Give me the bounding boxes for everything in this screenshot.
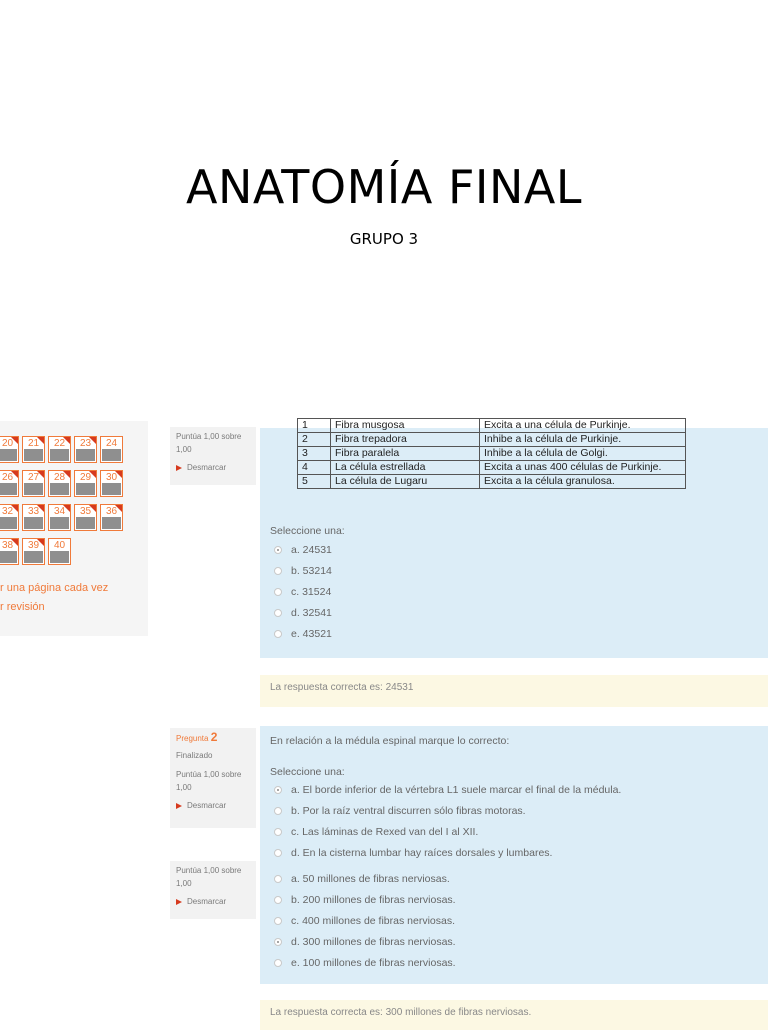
unflag-link[interactable]: Desmarcar <box>176 799 250 812</box>
score-text: Puntúa 1,00 sobre 1,00 <box>176 866 242 888</box>
answer-option[interactable]: d. 32541 <box>274 607 332 619</box>
flag-icon <box>176 803 182 809</box>
question-2-panel <box>260 726 768 864</box>
radio-button[interactable] <box>274 588 282 596</box>
score-text: Puntúa 1,00 sobre 1,00 <box>176 432 242 454</box>
radio-button[interactable] <box>274 828 282 836</box>
answer-option[interactable]: e. 43521 <box>274 628 332 640</box>
question-label: Pregunta <box>176 734 209 743</box>
radio-button[interactable] <box>274 546 282 554</box>
flag-icon <box>37 437 44 444</box>
answer-option[interactable]: b. 53214 <box>274 565 332 577</box>
answer-option[interactable]: e. 100 millones de fibras nerviosas. <box>274 957 456 969</box>
radio-button[interactable] <box>274 938 282 946</box>
radio-button[interactable] <box>274 630 282 638</box>
quiz-nav-button[interactable]: 32 <box>0 504 19 531</box>
quiz-nav-button[interactable]: 24 <box>100 436 123 463</box>
answer-option[interactable]: a. 24531 <box>274 544 332 556</box>
question-info-box <box>170 728 256 828</box>
quiz-nav-button[interactable]: 22 <box>48 436 71 463</box>
slide-title: ANATOMÍA FINAL <box>186 160 582 214</box>
flag-icon <box>37 539 44 546</box>
finish-review-link[interactable]: r revisión <box>0 601 45 613</box>
flag-icon <box>89 505 96 512</box>
table-row: 5 La célula de Lugaru Excita a la célula granulosa. <box>298 475 686 489</box>
quiz-nav-button[interactable]: 20 <box>0 436 19 463</box>
score-text: Puntúa 1,00 sobre 1,00 <box>176 770 242 792</box>
correct-answer-feedback: La respuesta correcta es: 24531 <box>260 675 768 707</box>
flag-icon <box>115 505 122 512</box>
answer-option[interactable]: c. Las láminas de Rexed van del I al XII. <box>274 826 478 838</box>
flag-icon <box>89 471 96 478</box>
quiz-nav-button[interactable]: 27 <box>22 470 45 497</box>
answer-option[interactable]: b. 200 millones de fibras nerviosas. <box>274 894 456 906</box>
quiz-nav-button[interactable]: 30 <box>100 470 123 497</box>
radio-button[interactable] <box>274 917 282 925</box>
radio-button[interactable] <box>274 875 282 883</box>
quiz-nav-button[interactable]: 33 <box>22 504 45 531</box>
quiz-nav-button[interactable]: 28 <box>48 470 71 497</box>
quiz-nav-button[interactable]: 40 <box>48 538 71 565</box>
flag-icon <box>115 471 122 478</box>
quiz-nav-button[interactable]: 23 <box>74 436 97 463</box>
table-row: 4 La célula estrellada Excita a unas 400 células de Purkinje. <box>298 461 686 475</box>
flag-icon <box>63 471 70 478</box>
radio-button[interactable] <box>274 849 282 857</box>
select-one-label: Seleccione una: <box>270 525 345 537</box>
flag-icon <box>11 539 18 546</box>
flag-icon <box>176 465 182 471</box>
unflag-link[interactable]: Desmarcar <box>176 461 250 474</box>
show-one-page-link[interactable]: r una página cada vez <box>0 582 109 594</box>
question-prompt: En relación a la médula espinal marque lo correcto: <box>270 735 510 747</box>
correct-answer-feedback: La respuesta correcta es: 300 millones de fibras nerviosas. <box>260 1000 768 1030</box>
unflag-link[interactable]: Desmarcar <box>176 895 250 908</box>
radio-button[interactable] <box>274 959 282 967</box>
status-text: Finalizado <box>176 751 213 760</box>
quiz-nav-button[interactable]: 26 <box>0 470 19 497</box>
quiz-nav-button[interactable]: 21 <box>22 436 45 463</box>
quiz-nav-button[interactable]: 38 <box>0 538 19 565</box>
flag-icon <box>176 899 182 905</box>
flag-icon <box>11 505 18 512</box>
quiz-nav-button[interactable]: 36 <box>100 504 123 531</box>
answer-option[interactable]: a. 50 millones de fibras nerviosas. <box>274 873 450 885</box>
flag-icon <box>63 505 70 512</box>
flag-icon <box>11 471 18 478</box>
matching-table <box>297 418 686 489</box>
question-1-panel <box>260 419 768 658</box>
radio-button[interactable] <box>274 896 282 904</box>
answer-option[interactable]: a. El borde inferior de la vértebra L1 suele marcar el final de la médula. <box>274 784 621 796</box>
radio-button[interactable] <box>274 807 282 815</box>
question-number: 2 <box>210 730 218 744</box>
answer-option[interactable]: d. 300 millones de fibras nerviosas. <box>274 936 456 948</box>
table-row: 1 Fibra musgosa Excita a una célula de Purkinje. <box>298 419 686 433</box>
answer-option[interactable]: c. 400 millones de fibras nerviosas. <box>274 915 455 927</box>
question-info-box <box>170 861 256 919</box>
radio-button[interactable] <box>274 567 282 575</box>
quiz-screenshot <box>0 419 768 1024</box>
select-one-label: Seleccione una: <box>270 766 345 778</box>
table-row: 2 Fibra trepadora Inhibe a la célula de Purkinje. <box>298 433 686 447</box>
radio-button[interactable] <box>274 609 282 617</box>
flag-icon <box>37 505 44 512</box>
answer-option[interactable]: c. 31524 <box>274 586 331 598</box>
flag-icon <box>11 437 18 444</box>
flag-icon <box>37 471 44 478</box>
question-info-box <box>170 427 256 485</box>
slide-subtitle: GRUPO 3 <box>349 230 419 248</box>
quiz-navigation-panel <box>0 421 148 636</box>
quiz-nav-button[interactable]: 29 <box>74 470 97 497</box>
answer-option[interactable]: b. Por la raíz ventral discurren sólo fibras motoras. <box>274 805 526 817</box>
flag-icon <box>89 437 96 444</box>
question-3-panel <box>260 864 768 984</box>
table-row: 3 Fibra paralela Inhibe a la célula de Golgi. <box>298 447 686 461</box>
quiz-nav-button[interactable]: 39 <box>22 538 45 565</box>
quiz-nav-button[interactable]: 35 <box>74 504 97 531</box>
flag-icon <box>63 437 70 444</box>
radio-button[interactable] <box>274 786 282 794</box>
answer-option[interactable]: d. En la cisterna lumbar hay raíces dorsales y lumbares. <box>274 847 552 859</box>
quiz-nav-button[interactable]: 34 <box>48 504 71 531</box>
